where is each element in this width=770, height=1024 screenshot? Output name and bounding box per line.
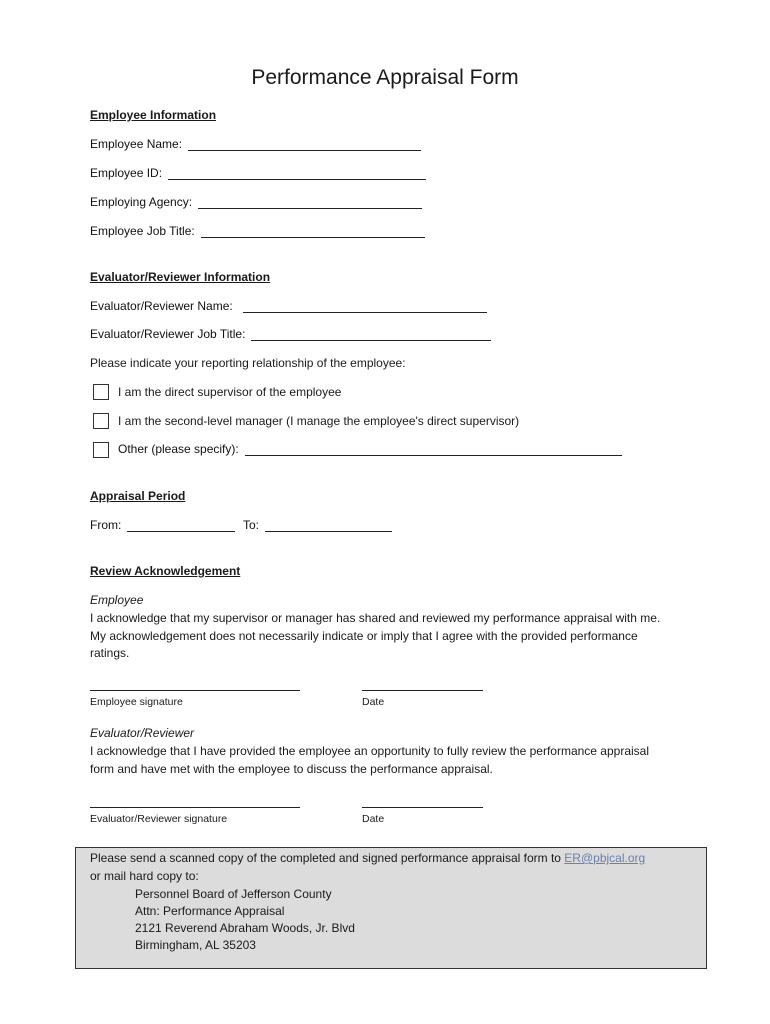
relationship-prompt: Please indicate your reporting relationship of the employee: — [90, 356, 406, 370]
employee-subheading: Employee — [90, 593, 144, 607]
second-level-manager-checkbox[interactable] — [93, 413, 109, 429]
from-label: From: — [90, 518, 122, 532]
evaluator-signature-label: Evaluator/Reviewer signature — [90, 813, 228, 825]
evaluator-subheading: Evaluator/Reviewer — [90, 726, 195, 740]
employing-agency-field[interactable] — [198, 198, 422, 209]
employee-ack-text: I acknowledge that my supervisor or manager has shared and reviewed my performance appraisal with me. My acknowledgement does not necessarily indicate or imply that I agree with the provided performance ratings. — [90, 611, 661, 660]
employee-date-line[interactable] — [362, 690, 483, 691]
employee-signature-line[interactable] — [90, 690, 300, 691]
evaluator-name-label: Evaluator/Reviewer Name: — [90, 299, 233, 313]
employing-agency-label: Employing Agency: — [90, 195, 193, 209]
employing-agency-row — [90, 195, 422, 209]
appraisal-period-heading: Appraisal Period — [90, 489, 186, 503]
appraisal-to-row — [243, 518, 392, 532]
employee-name-label: Employee Name: — [90, 137, 183, 151]
employee-job-title-row — [90, 224, 425, 238]
to-date-field[interactable] — [265, 521, 392, 532]
email-link[interactable]: ER@pbjcal.org — [564, 851, 646, 865]
evaluator-info-heading: Evaluator/Reviewer Information — [90, 270, 271, 284]
other-relationship-field[interactable] — [245, 445, 622, 456]
second-level-manager-label: I am the second-level manager (I manage the employee's direct supervisor) — [118, 414, 520, 428]
other-relationship-label: Other (please specify): — [118, 442, 239, 456]
employee-info-heading: Employee Information — [90, 108, 217, 122]
mail-hard-copy-text: or mail hard copy to: — [90, 869, 199, 883]
from-date-field[interactable] — [127, 521, 235, 532]
submission-instructions-line — [90, 851, 645, 865]
other-relationship-row — [118, 442, 622, 456]
employee-date-label: Date — [362, 696, 385, 708]
evaluator-date-line[interactable] — [362, 807, 483, 808]
address-line-1: Personnel Board of Jefferson County — [135, 887, 332, 901]
review-ack-heading: Review Acknowledgement — [90, 564, 241, 578]
employee-id-row — [90, 166, 426, 180]
submission-instructions-text: Please send a scanned copy of the completed and signed performance appraisal form to — [90, 851, 561, 865]
evaluator-ack-text: I acknowledge that I have provided the employee an opportunity to fully review the performance appraisal form and have met with the employee to discuss the performance appraisal. — [90, 744, 649, 776]
employee-name-field[interactable] — [188, 140, 421, 151]
evaluator-name-field[interactable] — [243, 302, 487, 313]
direct-supervisor-checkbox[interactable] — [93, 384, 109, 400]
employee-job-title-label: Employee Job Title: — [90, 224, 195, 238]
evaluator-job-title-field[interactable] — [251, 330, 491, 341]
submission-instructions-box — [75, 847, 707, 969]
appraisal-from-row — [90, 518, 235, 532]
address-line-3: 2121 Reverend Abraham Woods, Jr. Blvd — [135, 921, 355, 935]
employee-signature-label: Employee signature — [90, 696, 183, 708]
employee-id-field[interactable] — [168, 169, 426, 180]
address-line-4: Birmingham, AL 35203 — [135, 938, 256, 952]
employee-name-row — [90, 137, 421, 151]
evaluator-job-title-label: Evaluator/Reviewer Job Title: — [90, 327, 246, 341]
address-line-2: Attn: Performance Appraisal — [135, 904, 285, 918]
evaluator-signature-line[interactable] — [90, 807, 300, 808]
page-title: Performance Appraisal Form — [251, 66, 519, 89]
evaluator-date-label: Date — [362, 813, 385, 825]
evaluator-name-row — [90, 299, 487, 313]
other-relationship-checkbox[interactable] — [93, 442, 109, 458]
direct-supervisor-label: I am the direct supervisor of the employee — [118, 385, 342, 399]
employee-id-label: Employee ID: — [90, 166, 163, 180]
to-label: To: — [243, 518, 260, 532]
evaluator-job-title-row — [90, 327, 491, 341]
employee-job-title-field[interactable] — [201, 227, 425, 238]
